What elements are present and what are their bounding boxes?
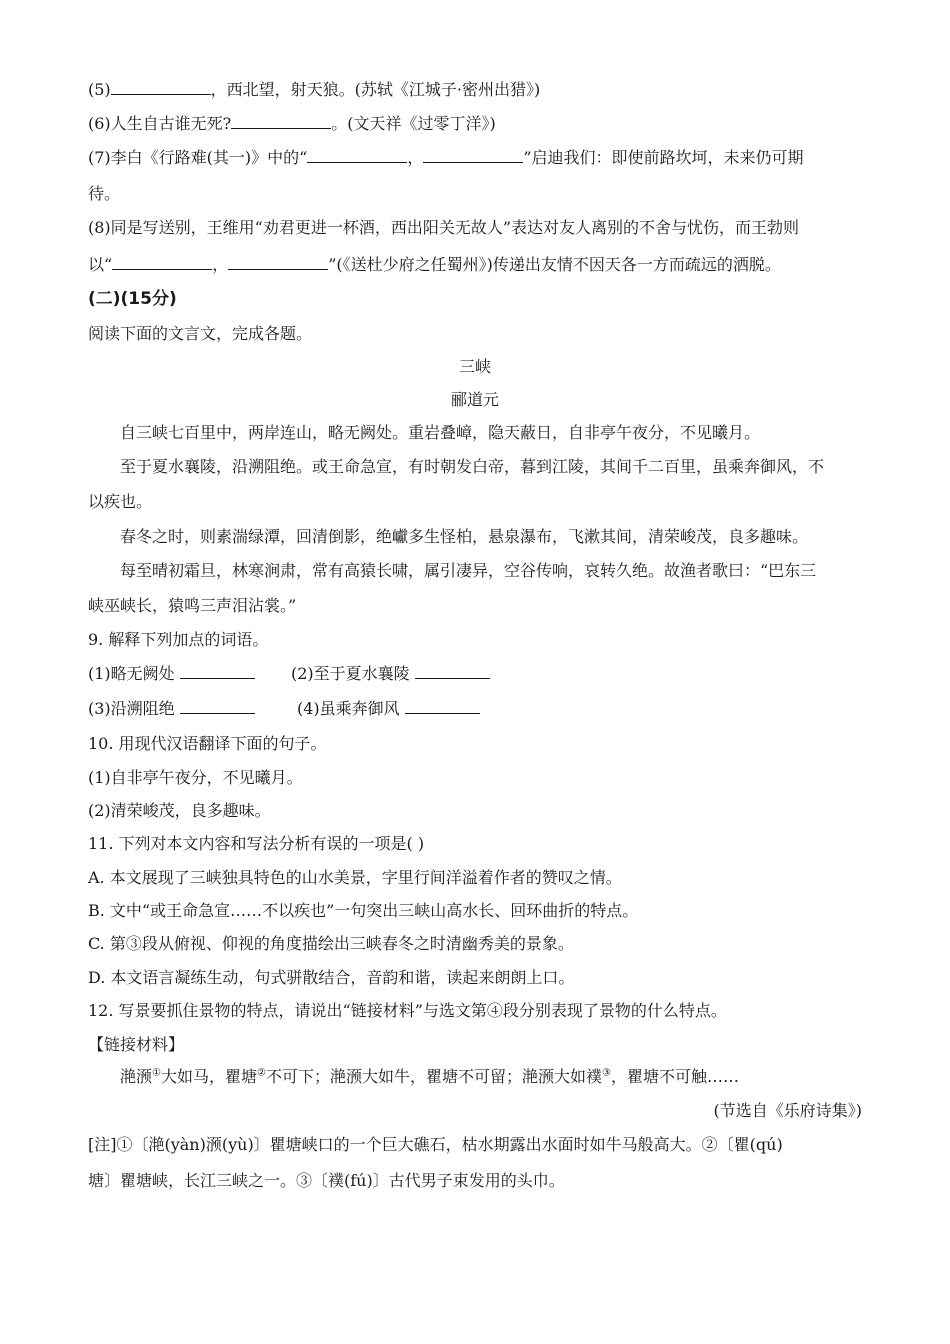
q8-comma: ， bbox=[212, 255, 229, 274]
question-5 bbox=[88, 79, 540, 101]
material-part: ，瞿塘不可触…… bbox=[610, 1067, 739, 1086]
question-9-row1 bbox=[88, 663, 490, 685]
material-text bbox=[120, 1066, 739, 1088]
passage-paragraph-3: 春冬之时，则素湍绿潭，回清倒影，绝巘多生怪柏，悬泉瀑布，飞漱其间，清荣峻茂，良多趣味。 bbox=[120, 527, 809, 546]
material-source: (节选自《乐府诗集》) bbox=[713, 1101, 862, 1120]
q10-item2: (2)清荣峻茂，良多趣味。 bbox=[88, 801, 271, 820]
question-12-stem: 12. 写景要抓住景物的特点，请说出“链接材料”与选文第④段分别表现了景物的什么特点。 bbox=[88, 1001, 727, 1020]
passage-paragraph-2-line1: 至于夏水襄陵，沿溯阻绝。或王命急宣，有时朝发白帝，暮到江陵，其间千二百里，虽乘奔御风，不 bbox=[120, 457, 825, 476]
question-10-stem: 10. 用现代汉语翻译下面的句子。 bbox=[88, 734, 327, 753]
q11-option-b[interactable]: B. 文中“或王命急宣……不以疾也”一句突出三峡山高水长、回环曲折的特点。 bbox=[88, 901, 639, 920]
q9-item1: (1)略无阙处 bbox=[88, 664, 175, 683]
annotation-line1: [注]①〔滟(yàn)滪(yù)〕瞿塘峡口的一个巨大礁石，枯水期露出水面时如牛马般高大。②〔瞿(qú) bbox=[88, 1135, 783, 1154]
material-label: 【链接材料】 bbox=[88, 1035, 185, 1054]
material-part: 不可下；滟滪大如牛，瞿塘不可留；滟滪大如襆 bbox=[265, 1067, 602, 1086]
q7-comma: ， bbox=[407, 148, 424, 167]
note-ref-2: ② bbox=[257, 1067, 266, 1079]
answer-blank[interactable] bbox=[423, 147, 523, 163]
passage-paragraph-4-line2: 峡巫峡长，猿鸣三声泪沾裳。” bbox=[88, 596, 297, 615]
answer-blank[interactable] bbox=[405, 698, 480, 714]
q9-item3: (3)沿溯阻绝 bbox=[88, 699, 175, 718]
q11-option-a[interactable]: A. 本文展现了三峡独具特色的山水美景，字里行间洋溢着作者的赞叹之情。 bbox=[88, 868, 622, 887]
material-part: 滟滪 bbox=[120, 1067, 153, 1086]
answer-blank[interactable] bbox=[415, 663, 490, 679]
answer-blank[interactable] bbox=[180, 663, 255, 679]
q7-continuation: 待。 bbox=[88, 184, 121, 203]
q9-item2: (2)至于夏水襄陵 bbox=[290, 664, 410, 683]
question-8-line1: (8)同是写送别，王维用“劝君更进一杯酒，西出阳关无故人”表达对友人离别的不舍与忧伤，而王勃则 bbox=[88, 218, 800, 237]
q11-option-d[interactable]: D. 本文语言凝练生动，句式骈散结合，音韵和谐，读起来朗朗上口。 bbox=[88, 968, 575, 987]
q7-prefix: (7)李白《行路难(其一)》中的“ bbox=[88, 148, 308, 167]
passage-paragraph-1: 自三峡七百里中，两岸连山，略无阙处。重岩叠嶂，隐天蔽日，自非亭午夜分，不见曦月。 bbox=[120, 423, 761, 442]
question-11-stem: 11. 下列对本文内容和写法分析有误的一项是( ) bbox=[88, 834, 425, 853]
answer-blank[interactable] bbox=[228, 254, 328, 270]
question-8-line2 bbox=[88, 254, 781, 276]
q11-option-c[interactable]: C. 第③段从俯视、仰视的角度描绘出三峡春冬之时清幽秀美的景象。 bbox=[88, 934, 574, 953]
q8-prefix: 以“ bbox=[88, 255, 113, 274]
passage-paragraph-2-line2: 以疾也。 bbox=[88, 492, 153, 511]
q6-text: 。(文天祥《过零丁洋》) bbox=[331, 114, 496, 133]
passage-title: 三峡 bbox=[458, 357, 491, 376]
passage-paragraph-4-line1: 每至晴初霜旦，林寒涧肃，常有高猿长啸，属引凄异，空谷传响，哀转久绝。故渔者歌曰：“巴东三 bbox=[120, 561, 817, 580]
note-ref-3: ③ bbox=[601, 1067, 611, 1079]
note-ref-1: ① bbox=[152, 1067, 161, 1079]
annotation-line2: 塘〕瞿塘峡，长江三峡之一。③〔襆(fú)〕古代男子束发用的头巾。 bbox=[88, 1171, 565, 1190]
section-heading: (二)(15分) bbox=[88, 289, 177, 309]
question-9-stem: 9. 解释下列加点的词语。 bbox=[88, 630, 269, 649]
question-7 bbox=[88, 147, 804, 169]
q6-prefix: (6)人生自古谁无死? bbox=[88, 114, 232, 133]
answer-blank[interactable] bbox=[112, 254, 212, 270]
question-6 bbox=[88, 113, 496, 135]
q5-number: (5) bbox=[88, 80, 111, 99]
material-part: 大如马，瞿塘 bbox=[160, 1067, 257, 1086]
q9-item4: (4)虽乘奔御风 bbox=[296, 699, 400, 718]
answer-blank[interactable] bbox=[180, 698, 255, 714]
q10-item1: (1)自非亭午夜分，不见曦月。 bbox=[88, 768, 303, 787]
answer-blank[interactable] bbox=[307, 147, 407, 163]
passage-author: 郦道元 bbox=[450, 390, 499, 409]
question-9-row2 bbox=[88, 698, 480, 720]
q8-text: ”(《送杜少府之任蜀州》)传递出友情不因天各一方而疏远的洒脱。 bbox=[328, 255, 781, 274]
answer-blank[interactable] bbox=[111, 79, 211, 95]
answer-blank[interactable] bbox=[231, 113, 331, 129]
q7-text: ”启迪我们：即使前路坎坷，未来仍可期 bbox=[523, 148, 804, 167]
reading-instruction: 阅读下面的文言文，完成各题。 bbox=[88, 324, 313, 343]
q5-text: ，西北望，射天狼。(苏轼《江城子·密州出猎》) bbox=[210, 80, 541, 99]
